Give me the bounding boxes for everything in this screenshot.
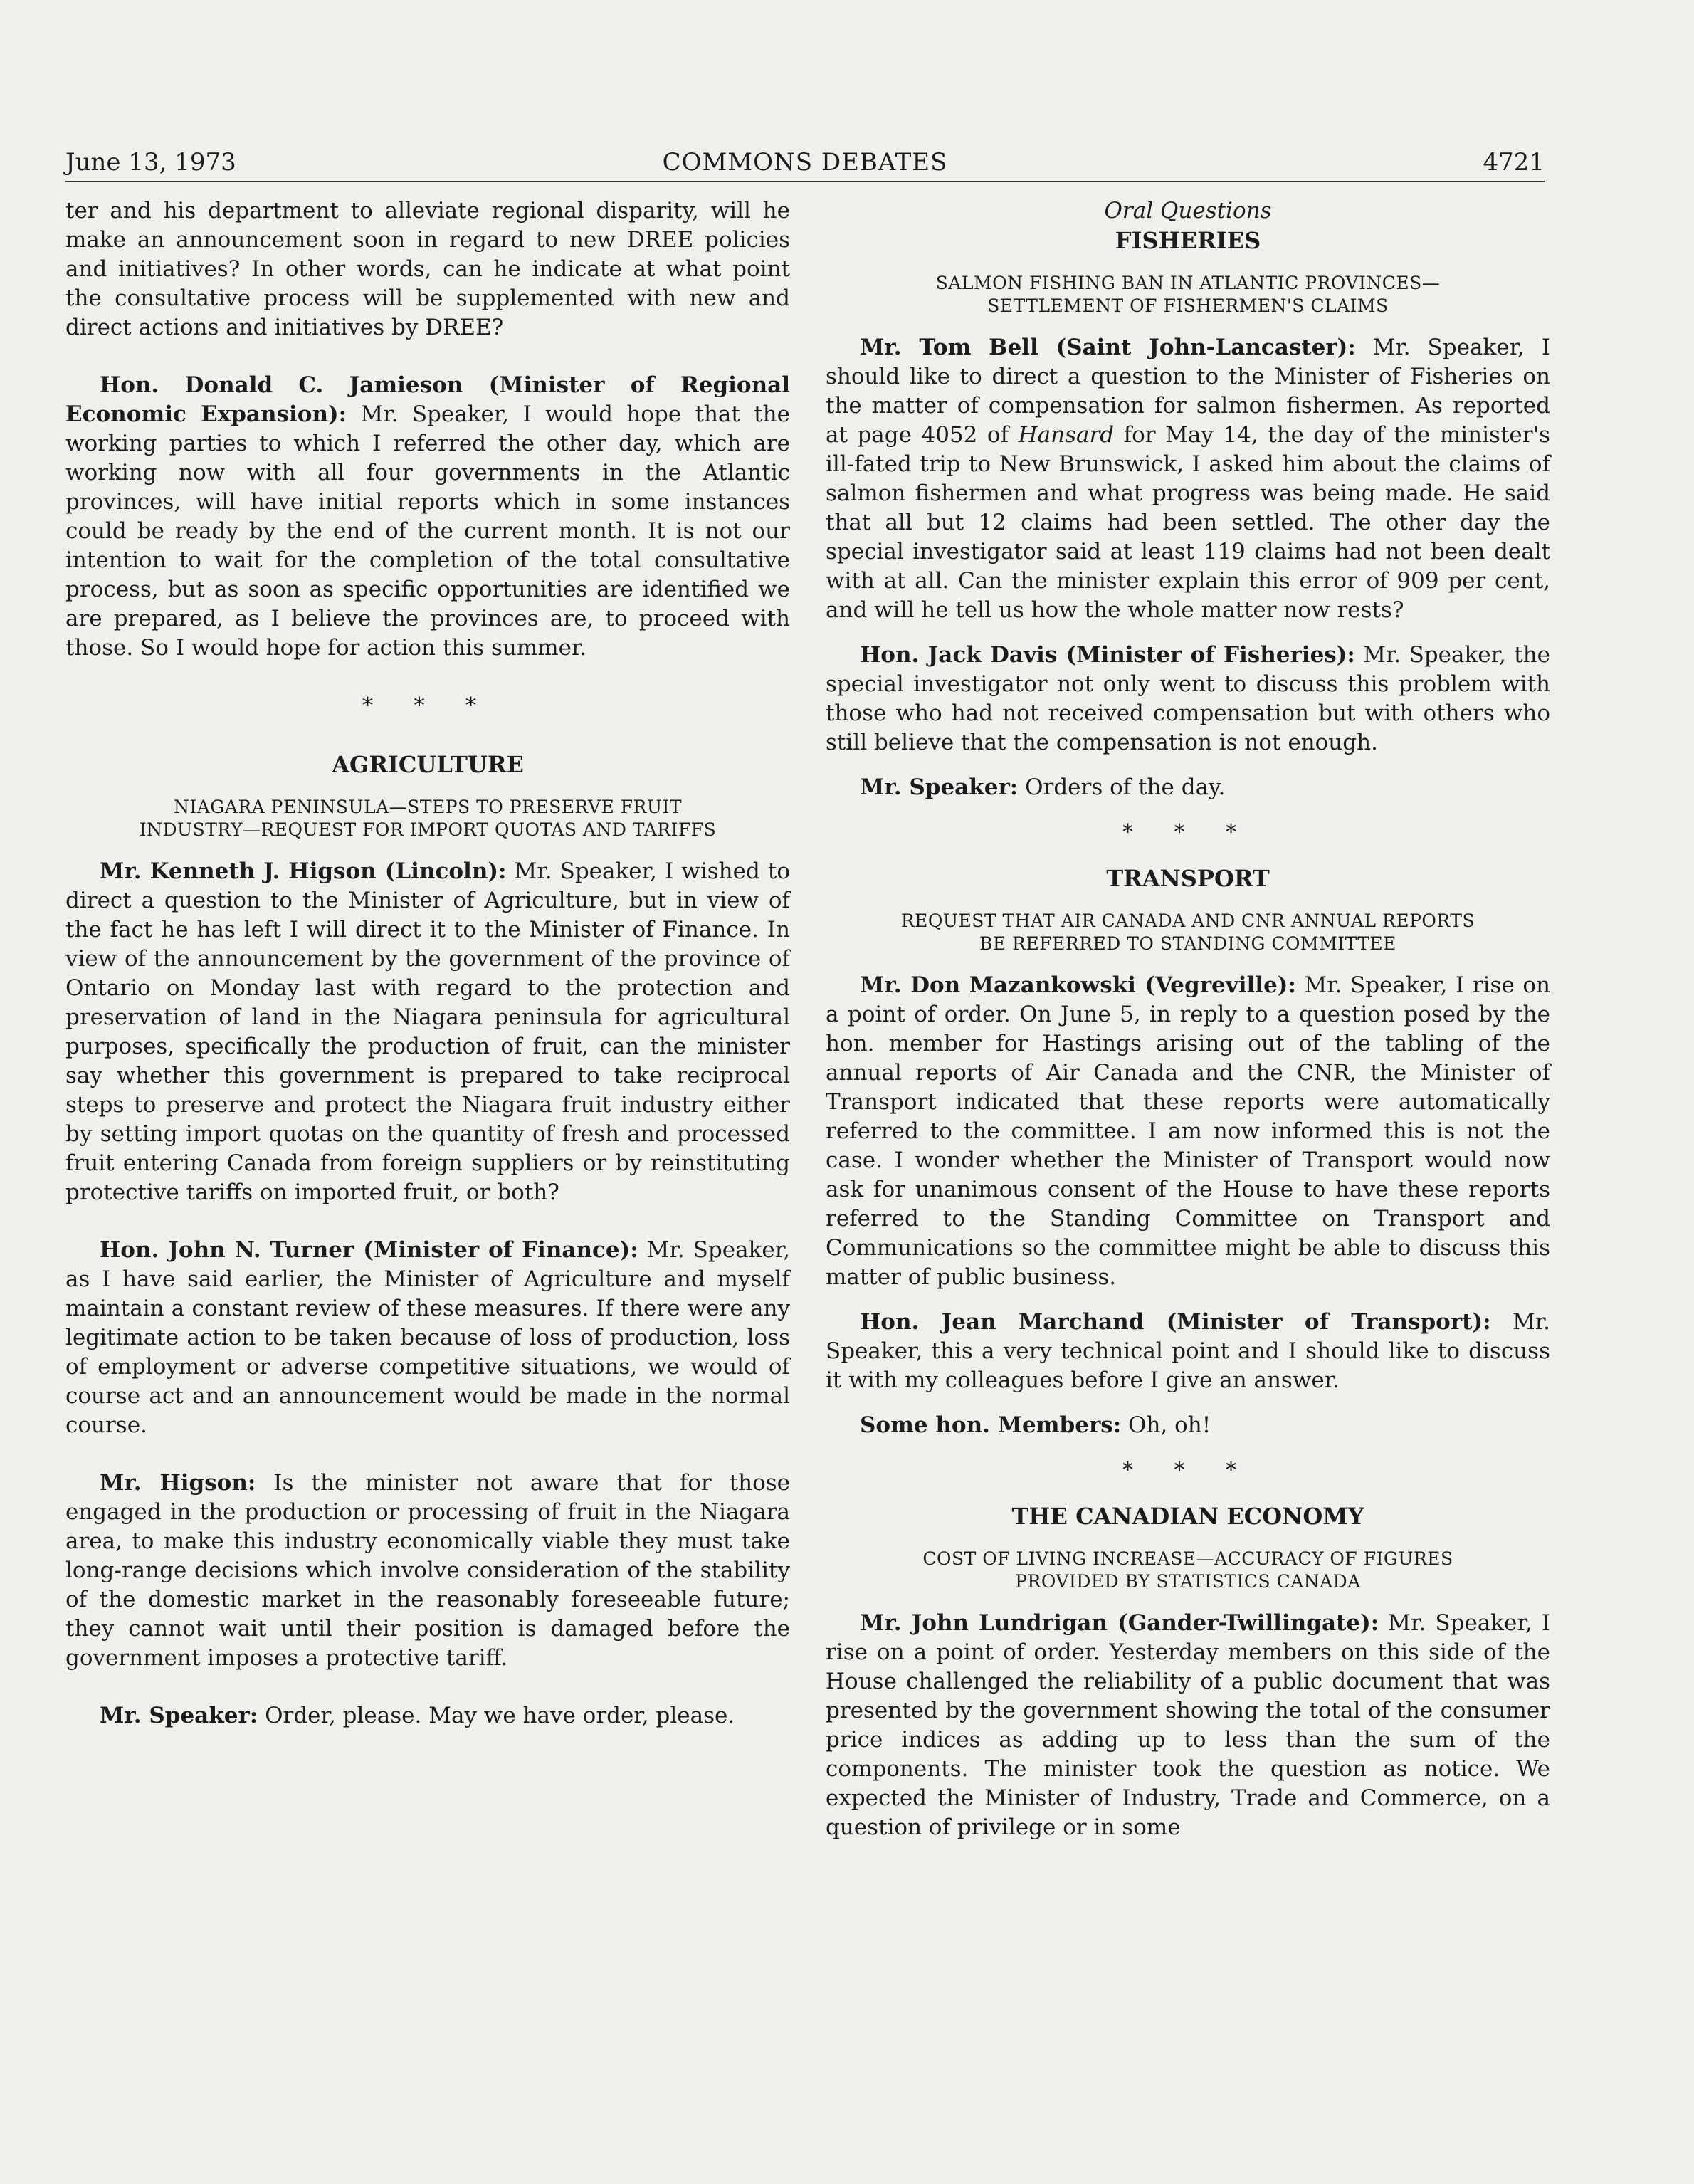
speech-text: Mr. Speaker, I should like to direct a question to the Minister of Fisheries on the matter of compensation for salmon fishermen. As reported at page 4052 of (826, 335, 1550, 448)
speech-text: Mr. Speaker, I rise on a point of order. On June 5, in reply to a question posed by the hon. member for Hastings arising out of the tabling of the annual reports of Air Canada and the CNR, the Minister of Transport indicated that these reports were automatically referred to the committee. I am now informed this is not the case. I wonder whether the Minister of Transport would now ask for unanimous consent of the House to have these reports referred to the Standing Committee on Transport and Communications so the committee might be able to discuss this matter of public business. (826, 972, 1550, 1290)
speech-text: Mr. Speaker, I wished to direct a question to the Minister of Agriculture, but in view of the fact he has left I will direct it to the Minister of Finance. In view of the announcement by the government of the province of Ontario on Monday last with regard to the protection and preservation of land in the Niagara peninsula for agricultural purposes, specifically the production of fruit, can the minister say whether this government is prepared to take reciprocal steps to preserve and protect the Niagara fruit industry either by setting import quotas on the quantity of fresh and processed fruit entering Canada from foreign suppliers or by reinstituting protective tariffs on imported fruit, or both? (65, 859, 790, 1205)
section-separator: * * * (1122, 1458, 1254, 1483)
subheading: COST OF LIVING INCREASE—ACCURACY OF FIGURES (922, 1548, 1453, 1569)
right-column (826, 196, 1550, 1842)
subheading: REQUEST THAT AIR CANADA AND CNR ANNUAL REPORTS (900, 910, 1475, 931)
paragraph (65, 371, 790, 663)
subheading: SALMON FISHING BAN IN ATLANTIC PROVINCES— (935, 273, 1441, 293)
section-heading: AGRICULTURE (332, 751, 524, 778)
paragraph: ter and his department to alleviate regional disparity, will he make an announcement soon in regard to new DREE policies and initiatives? In other words, can he indicate at what point the consultative process will be supplemented with new and direct actions and initiatives by DREE? (65, 198, 790, 340)
header-title: COMMONS DEBATES (662, 148, 948, 177)
paragraph (826, 1609, 1550, 1842)
speech-text: Mr. Speaker, I rise on a point of order. Yesterday members on this side of the House challenged the reliability of a public document that was presented by the government showing the total of the consumer price indices as adding up to less than the sum of the components. The minister took the question as notice. We expected the Minister of Industry, Trade and Commerce, on a question of privilege or in some (826, 1610, 1550, 1840)
speaker-name: Some hon. Members: (860, 1412, 1122, 1438)
paragraph (826, 1308, 1550, 1395)
paragraph (826, 641, 1550, 757)
section-heading: THE CANADIAN ECONOMY (1011, 1503, 1364, 1530)
left-column (65, 196, 790, 1731)
speaker-name: Hon. Jack Davis (Minister of Fisheries): (860, 642, 1355, 668)
speaker-name: Hon. Donald C. Jamieson (Minister of Regional Economic Expansion): (65, 372, 790, 427)
speaker-name: Hon. John N. Turner (Minister of Finance): (100, 1237, 638, 1263)
speaker-name: Mr. Speaker: (860, 775, 1019, 800)
paragraph (826, 773, 1550, 802)
speech-text: Is the minister not aware that for those engaged in the production or processing of fruit in the Niagara area, to make this industry economically viable they must take long-range decisions which involve consideration of the stability of the domestic market in the reasonably foreseeable future; they cannot wait until their position is damaged before the government imposes a protective tariff. (65, 1470, 790, 1671)
paragraph (65, 1701, 790, 1731)
paragraph (826, 971, 1550, 1292)
header-page-number: 4721 (1483, 148, 1545, 177)
speech-text: for May 14, the day of the minister's ill-fated trip to New Brunswick, I asked him about the claims of salmon fishermen and what progress was being made. He said that all but 12 claims had been settled. The other day the special investigator said at least 119 claims had not been dealt with at all. Can the minister explain this error of 909 per cent, and will he tell us how the whole matter now rests? (826, 422, 1550, 623)
paragraph (65, 857, 790, 1207)
speech-text: Mr. Speaker, the special investigator not only went to discuss this problem with those who had not received compensation but with others who still believe that the compensation is not enough. (826, 642, 1550, 755)
subheading: SETTLEMENT OF FISHERMEN'S CLAIMS (987, 295, 1389, 316)
speaker-name: Mr. Speaker: (100, 1703, 258, 1728)
speaker-name: Mr. John Lundrigan (Gander-Twillingate): (860, 1610, 1379, 1636)
speech-text: Mr. Speaker, this a very technical point and I should like to discuss it with my colleagues before I give an answer. (826, 1309, 1550, 1393)
subheading: INDUSTRY—REQUEST FOR IMPORT QUOTAS AND TARIFFS (139, 819, 717, 840)
section-heading: FISHERIES (1115, 227, 1261, 254)
section-separator: * * * (362, 693, 494, 718)
speech-text: Oh, oh! (1121, 1412, 1211, 1438)
speaker-name: Mr. Don Mazankowski (Vegreville): (860, 972, 1296, 998)
speech-text: Mr. Speaker, as I have said earlier, the Minister of Agriculture and myself maintain a constant review of these measures. If there were any legitimate action to be taken because of loss of production, loss of employment or adverse competitive situations, we would of course act and an announcement would be made in the normal course. (65, 1237, 790, 1438)
section-label: Oral Questions (1104, 198, 1272, 224)
speaker-name: Hon. Jean Marchand (Minister of Transport): (860, 1309, 1491, 1335)
paragraph (65, 1236, 790, 1440)
paragraph (65, 1469, 790, 1673)
speech-text: Mr. Speaker, I would hope that the working parties to which I referred the other day, which are working now with all four governments in the Atlantic provinces, will have initial reports which in some instances could be ready by the end of the current month. It is not our intention to wait for the completion of the total consultative process, but as soon as specific opportunities are identified we are prepared, as I believe the provinces are, to proceed with those. So I would hope for action this summer. (65, 401, 790, 661)
paragraph (826, 1411, 1550, 1440)
section-heading: TRANSPORT (1106, 865, 1270, 892)
paragraph (826, 333, 1550, 625)
speech-text: Orders of the day. (1018, 775, 1226, 800)
speaker-name: Mr. Tom Bell (Saint John-Lancaster): (860, 335, 1356, 360)
hansard-reference: Hansard (1018, 422, 1115, 448)
section-separator: * * * (1122, 820, 1254, 845)
header-date: June 13, 1973 (65, 148, 236, 177)
page-header (65, 145, 1545, 182)
speech-text: Order, please. May we have order, please. (258, 1703, 735, 1728)
subheading: PROVIDED BY STATISTICS CANADA (1015, 1571, 1361, 1592)
subheading: NIAGARA PENINSULA—STEPS TO PRESERVE FRUIT (173, 797, 682, 817)
speaker-name: Mr. Kenneth J. Higson (Lincoln): (100, 859, 507, 884)
speaker-name: Mr. Higson: (100, 1470, 256, 1496)
subheading: BE REFERRED TO STANDING COMMITTEE (979, 933, 1396, 954)
